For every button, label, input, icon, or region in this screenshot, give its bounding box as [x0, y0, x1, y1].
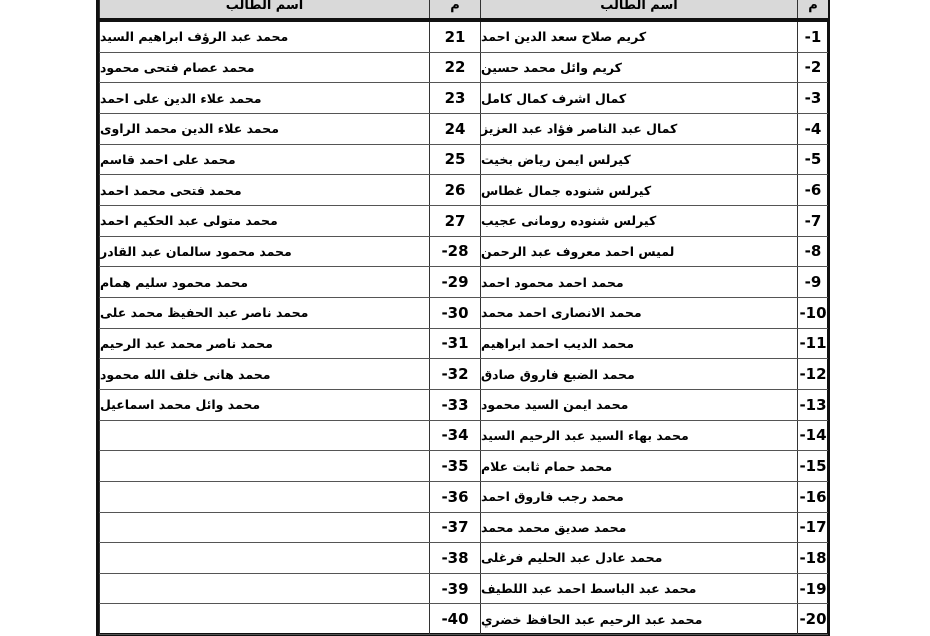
student-name-cell	[99, 574, 429, 604]
student-number-cell: -35	[429, 451, 480, 481]
student-name-cell: كمال اشرف كمال كامل	[480, 83, 797, 113]
student-number-cell: -18	[797, 543, 828, 573]
student-name-cell: محمد ناصر عبد الحفيظ محمد على	[99, 298, 429, 328]
student-name-cell: محمد عصام فتحى محمود	[99, 53, 429, 83]
student-number-cell: -19	[797, 574, 828, 604]
student-name-cell: محمد الانصارى احمد محمد	[480, 298, 797, 328]
student-name-cell: محمد محمود سليم همام	[99, 267, 429, 297]
student-number-cell: -16	[797, 482, 828, 512]
table-row	[99, 298, 828, 329]
student-number-cell: 26	[429, 175, 480, 205]
table-row	[99, 421, 828, 452]
header-name-left: اسم الطالب	[99, 0, 429, 18]
student-name-cell: محمد عبد الباسط احمد عبد اللطيف	[480, 574, 797, 604]
table-row	[99, 543, 828, 574]
table-row	[99, 574, 828, 605]
table-row	[99, 451, 828, 482]
table-row	[99, 145, 828, 176]
header-num-right: م	[797, 0, 828, 18]
student-table	[99, 20, 828, 635]
student-name-cell: محمد علاء الدين محمد الراوى	[99, 114, 429, 144]
student-number-cell: -17	[797, 513, 828, 543]
student-name-cell: محمد رجب فاروق احمد	[480, 482, 797, 512]
student-number-cell: 22	[429, 53, 480, 83]
student-name-cell: محمد احمد محمود احمد	[480, 267, 797, 297]
student-number-cell: -13	[797, 390, 828, 420]
student-name-cell	[99, 482, 429, 512]
student-name-cell: كيرلس شنوده رومانى عجيب	[480, 206, 797, 236]
student-name-cell: كيرلس ايمن رياض بخيت	[480, 145, 797, 175]
student-name-cell: محمد فتحى محمد احمد	[99, 175, 429, 205]
student-name-cell: محمد ناصر محمد عبد الرحيم	[99, 329, 429, 359]
student-name-cell: محمد ايمن السيد محمود	[480, 390, 797, 420]
table-row	[99, 267, 828, 298]
student-name-cell: محمد محمود سالمان عبد القادر	[99, 237, 429, 267]
student-name-cell: محمد الديب احمد ابراهيم	[480, 329, 797, 359]
student-name-cell: محمد على احمد قاسم	[99, 145, 429, 175]
student-number-cell: -7	[797, 206, 828, 236]
student-name-cell: محمد عبد الرحيم عبد الحافظ خضري	[480, 604, 797, 634]
table-row	[99, 22, 828, 53]
student-number-cell: 21	[429, 22, 480, 52]
student-name-cell: كريم وائل محمد حسين	[480, 53, 797, 83]
student-name-cell: كمال عبد الناصر فؤاد عبد العزيز	[480, 114, 797, 144]
table-row	[99, 237, 828, 268]
student-name-cell: محمد بهاء السيد عبد الرحيم السيد	[480, 421, 797, 451]
student-number-cell: -15	[797, 451, 828, 481]
table-row	[99, 329, 828, 360]
student-number-cell: -14	[797, 421, 828, 451]
student-number-cell: -36	[429, 482, 480, 512]
student-number-cell: 27	[429, 206, 480, 236]
student-number-cell: -4	[797, 114, 828, 144]
student-number-cell: -6	[797, 175, 828, 205]
student-name-cell: محمد عادل عبد الحليم فرغلى	[480, 543, 797, 573]
student-name-cell	[99, 451, 429, 481]
header-name-right: اسم الطالب	[480, 0, 797, 18]
student-number-cell: -40	[429, 604, 480, 634]
student-number-cell: -30	[429, 298, 480, 328]
student-number-cell: -20	[797, 604, 828, 634]
student-name-cell: لميس احمد معروف عبد الرحمن	[480, 237, 797, 267]
student-name-cell: كيرلس شنوده جمال غطاس	[480, 175, 797, 205]
student-number-cell: -29	[429, 267, 480, 297]
student-number-cell: -1	[797, 22, 828, 52]
student-number-cell: -10	[797, 298, 828, 328]
student-name-cell	[99, 543, 429, 573]
student-name-cell: محمد وائل محمد اسماعيل	[99, 390, 429, 420]
student-number-cell: -38	[429, 543, 480, 573]
table-row	[99, 482, 828, 513]
student-name-cell: كريم صلاح سعد الدين احمد	[480, 22, 797, 52]
student-name-cell: محمد متولى عبد الحكيم احمد	[99, 206, 429, 236]
student-name-cell	[99, 513, 429, 543]
student-number-cell: -37	[429, 513, 480, 543]
student-number-cell: -5	[797, 145, 828, 175]
student-number-cell: 24	[429, 114, 480, 144]
table-row	[99, 513, 828, 544]
student-number-cell: -8	[797, 237, 828, 267]
student-name-cell: محمد عبد الرؤف ابراهيم السيد	[99, 22, 429, 52]
student-name-cell: محمد صديق محمد محمد	[480, 513, 797, 543]
student-name-cell: محمد حمام ثابت علام	[480, 451, 797, 481]
student-number-cell: 25	[429, 145, 480, 175]
table-row	[99, 175, 828, 206]
table-header	[99, 0, 828, 20]
student-number-cell: -12	[797, 359, 828, 389]
table-row	[99, 359, 828, 390]
student-number-cell: -9	[797, 267, 828, 297]
table-row	[99, 114, 828, 145]
student-number-cell: -11	[797, 329, 828, 359]
student-name-cell	[99, 604, 429, 634]
student-name-cell: محمد الضبع فاروق صادق	[480, 359, 797, 389]
student-number-cell: -31	[429, 329, 480, 359]
student-name-cell	[99, 421, 429, 451]
student-number-cell: -2	[797, 53, 828, 83]
student-number-cell: -3	[797, 83, 828, 113]
student-number-cell: -33	[429, 390, 480, 420]
student-number-cell: -28	[429, 237, 480, 267]
table-row	[99, 83, 828, 114]
student-number-cell: -39	[429, 574, 480, 604]
student-number-cell: -32	[429, 359, 480, 389]
student-name-cell: محمد علاء الدين على احمد	[99, 83, 429, 113]
table-row	[99, 53, 828, 84]
student-number-cell: -34	[429, 421, 480, 451]
student-name-cell: محمد هانى خلف الله محمود	[99, 359, 429, 389]
table-row	[99, 390, 828, 421]
header-num-left: م	[429, 0, 480, 18]
table-row	[99, 206, 828, 237]
student-number-cell: 23	[429, 83, 480, 113]
